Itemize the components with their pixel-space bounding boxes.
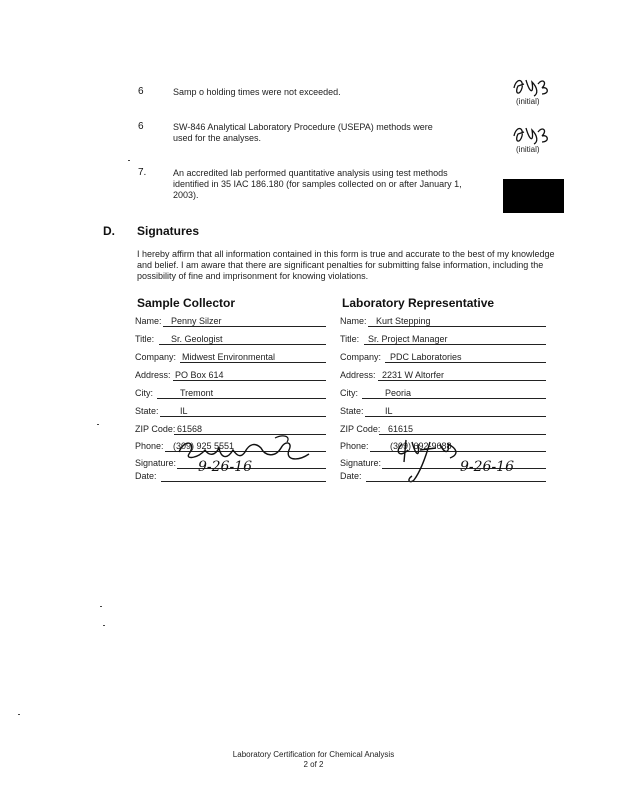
underline <box>362 398 546 399</box>
lab-name-value: Kurt Stepping <box>376 316 431 326</box>
collector-title-row <box>135 331 330 345</box>
affirmation-text: I hereby affirm that all information contained in this form is true and accurate to the best of my knowledge and belief. I am aware that there are significant penalties for submitting false information, including the possibility of fine and imprisonment for knowing violations. <box>137 249 555 281</box>
collector-state-value: IL <box>180 406 188 416</box>
collector-address-value: PO Box 614 <box>175 370 224 380</box>
collector-address-label: Address: <box>135 370 171 380</box>
scan-speck <box>18 714 20 715</box>
collector-state-label: State: <box>135 406 159 416</box>
collector-city-label: City: <box>135 388 153 398</box>
underline <box>173 380 326 381</box>
lab-state-row <box>340 403 550 417</box>
lab-title-row <box>340 331 550 345</box>
collector-phone-label: Phone: <box>135 441 164 451</box>
collector-company-value: Midwest Environmental <box>182 352 276 362</box>
lab-city-row <box>340 385 550 399</box>
collector-address-row <box>135 367 330 381</box>
item-7-number: 7. <box>138 167 147 178</box>
lab-zip-row <box>340 421 550 435</box>
lab-date-value: 9-26-16 <box>460 459 514 475</box>
lab-phone-value: (309) 692-9688 <box>390 441 452 451</box>
lab-company-row <box>340 349 550 363</box>
collector-name-value: Penny Silzer <box>171 316 222 326</box>
lab-company-value: PDC Laboratories <box>390 352 462 362</box>
lab-state-value: IL <box>385 406 393 416</box>
collector-name-row <box>135 313 330 327</box>
lab-city-value: Peoria <box>385 388 412 398</box>
underline <box>379 434 546 435</box>
collector-title-label: Title: <box>135 334 155 344</box>
lab-company-label: Company: <box>340 352 382 362</box>
underline <box>157 398 326 399</box>
initial-label-5: (initial) <box>516 97 540 106</box>
scan-speck <box>97 424 99 425</box>
item-5-text: Samp o holding times were not exceeded. <box>173 87 341 97</box>
underline <box>368 326 546 327</box>
underline <box>364 344 546 345</box>
collector-city-value: Tremont <box>180 388 214 398</box>
lab-date-row <box>340 468 550 482</box>
collector-date-value: 9-26-16 <box>198 459 252 475</box>
lab-heading: Laboratory Representative <box>342 296 495 310</box>
collector-name-label: Name: <box>135 316 162 326</box>
underline <box>180 362 326 363</box>
collector-heading: Sample Collector <box>137 296 236 310</box>
item-6-number: 6 <box>138 121 144 132</box>
footer-title: Laboratory Certification for Chemical Analysis <box>232 750 395 759</box>
underline <box>385 362 546 363</box>
collector-zip-label: ZIP Code: <box>135 424 176 434</box>
section-letter: D. <box>103 224 115 238</box>
scan-speck <box>128 160 130 161</box>
section-title: Signatures <box>137 224 200 238</box>
item-7-text: An accredited lab performed quantitative analysis using test methods identified in 35 IAC 186.180 (for samples collected on or after January 1, 2003). <box>173 168 462 200</box>
lab-title-label: Title: <box>340 334 360 344</box>
underline <box>365 416 546 417</box>
lab-name-label: Name: <box>340 316 367 326</box>
underline <box>161 481 326 482</box>
lab-name-row <box>340 313 550 327</box>
item-6-text: SW-846 Analytical Laboratory Procedure (USEPA) methods were used for the analyses. <box>173 122 433 143</box>
item-5-number: 6 <box>138 86 144 97</box>
scan-speck <box>100 606 102 607</box>
collector-title-value: Sr. Geologist <box>171 334 223 344</box>
lab-phone-label: Phone: <box>340 441 369 451</box>
collector-date-label: Date: <box>135 471 157 481</box>
lab-date-label: Date: <box>340 471 362 481</box>
initial-label-6: (initial) <box>516 145 540 154</box>
underline <box>366 481 546 482</box>
collector-city-row <box>135 385 330 399</box>
collector-company-label: Company: <box>135 352 177 362</box>
underline <box>378 380 546 381</box>
underline <box>160 416 326 417</box>
underline <box>159 344 326 345</box>
lab-zip-value: 61615 <box>388 424 414 434</box>
lab-zip-label: ZIP Code: <box>340 424 381 434</box>
lab-title-value: Sr. Project Manager <box>368 334 448 344</box>
underline <box>163 326 326 327</box>
scan-speck <box>103 625 105 626</box>
lab-state-label: State: <box>340 406 364 416</box>
lab-city-label: City: <box>340 388 358 398</box>
redacted-initials <box>503 179 564 213</box>
collector-state-row <box>135 403 330 417</box>
collector-signature-label: Signature: <box>135 458 177 468</box>
footer-page-number: 2 of 2 <box>303 760 324 769</box>
collector-zip-value: 61568 <box>177 424 203 434</box>
lab-address-label: Address: <box>340 370 376 380</box>
lab-address-row <box>340 367 550 381</box>
collector-company-row <box>135 349 330 363</box>
lab-address-value: 2231 W Altorfer <box>382 370 445 380</box>
collector-phone-value: (309) 925 5551 <box>173 441 235 451</box>
lab-signature-label: Signature: <box>340 458 382 468</box>
